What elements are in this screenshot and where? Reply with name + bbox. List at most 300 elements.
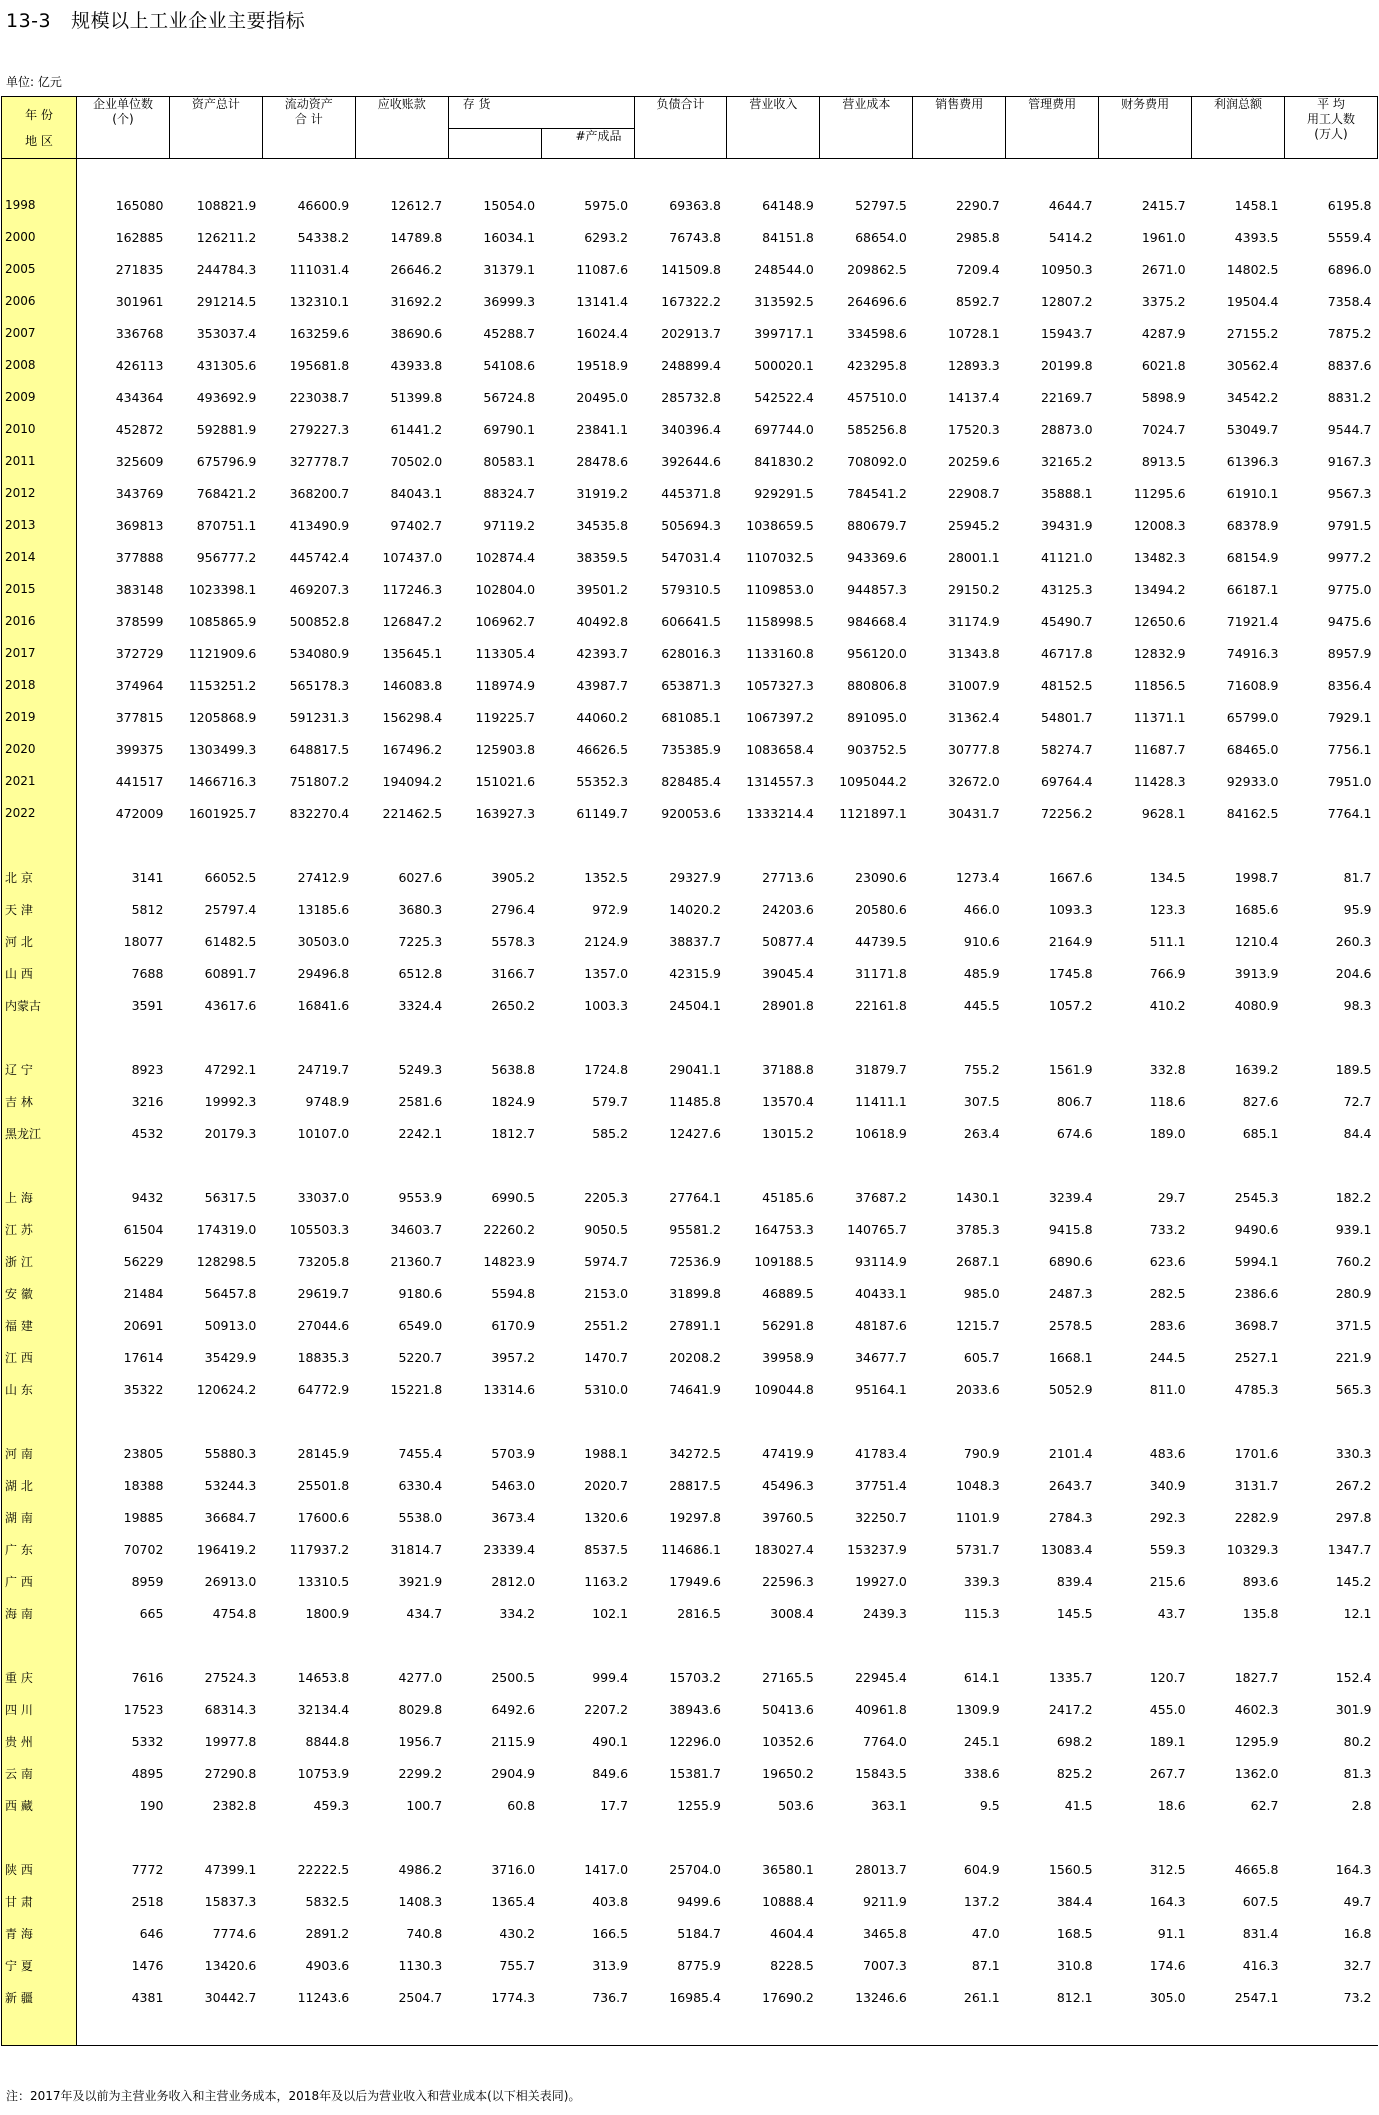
data-cell: 1048.3 (955, 1477, 1000, 1493)
empty-cell (634, 1149, 727, 1181)
data-cell: 164.3 (1335, 1861, 1372, 1877)
data-cell: 334598.6 (847, 325, 907, 341)
data-cell: 166.5 (592, 1925, 629, 1941)
data-cell: 5414.2 (1048, 229, 1093, 245)
header-col-total-profit (1192, 97, 1285, 159)
data-cell: 167496.2 (382, 741, 443, 757)
data-cell: 54108.6 (483, 357, 536, 373)
data-cell: 43987.7 (576, 677, 629, 693)
data-cell: 6512.8 (398, 965, 443, 981)
data-cell: 972.9 (592, 901, 629, 917)
data-cell: 26913.0 (204, 1573, 257, 1589)
data-cell: 1153251.2 (188, 677, 257, 693)
data-cell: 12008.3 (1133, 517, 1186, 533)
data-cell: 279227.3 (289, 421, 350, 437)
data-cell: 30442.7 (204, 1989, 257, 2005)
data-cell: 2551.2 (584, 1317, 629, 1333)
empty-cell (1192, 1821, 1285, 1853)
empty-cell (913, 1405, 1006, 1437)
header-label: 平 均 (1317, 97, 1345, 111)
data-cell: 579.7 (592, 1093, 629, 1109)
region-row (2, 893, 1378, 925)
data-cell: 16034.1 (483, 229, 536, 245)
data-cell: 22222.5 (297, 1861, 350, 1877)
data-cell: 74916.3 (1226, 645, 1279, 661)
data-cell: 30503.0 (297, 933, 350, 949)
header-stub-year: 年 份 (25, 107, 53, 122)
data-cell: 267.2 (1335, 1477, 1372, 1493)
data-cell: 4080.9 (1234, 997, 1279, 1013)
data-cell: 5052.9 (1048, 1381, 1093, 1397)
empty-cell (727, 1405, 820, 1437)
data-cell: 13141.4 (576, 293, 629, 309)
data-cell: 2650.2 (491, 997, 536, 1013)
data-cell: 811.0 (1149, 1381, 1186, 1397)
empty-cell (77, 829, 170, 861)
data-cell: 740.8 (406, 1925, 443, 1941)
data-cell: 1303499.3 (188, 741, 257, 757)
empty-cell (448, 1629, 541, 1661)
header-label: #产成品 (575, 129, 622, 143)
data-cell: 368200.7 (289, 485, 350, 501)
data-cell: 25945.2 (948, 517, 1000, 533)
data-cell: 812.1 (1056, 1989, 1093, 2005)
year-row (2, 317, 1378, 349)
data-cell: 98.3 (1343, 997, 1372, 1013)
data-cell: 42393.7 (576, 645, 629, 661)
data-cell: 68378.9 (1226, 517, 1279, 533)
row-label: 广 西 (2, 1565, 77, 1597)
data-cell: 910.6 (963, 933, 1000, 949)
data-cell: 3913.9 (1234, 965, 1279, 981)
data-cell: 135.8 (1242, 1605, 1279, 1621)
empty-cell (634, 2013, 727, 2046)
empty-cell (913, 159, 1006, 190)
data-cell: 28013.7 (855, 1861, 907, 1877)
data-cell: 755.2 (963, 1061, 1000, 1077)
data-cell: 40433.1 (855, 1285, 907, 1301)
data-cell: 27764.1 (669, 1189, 721, 1205)
data-cell: 534080.9 (289, 645, 350, 661)
region-row (2, 1245, 1378, 1277)
data-cell: 426113 (115, 357, 164, 373)
data-cell: 68465.0 (1226, 741, 1279, 757)
data-cell: 332.8 (1149, 1061, 1186, 1077)
data-cell: 29327.9 (669, 869, 721, 885)
header-label: 负债合计 (656, 97, 705, 111)
data-cell: 5184.7 (677, 1925, 721, 1941)
data-cell: 27155.2 (1226, 325, 1279, 341)
data-cell: 17520.3 (948, 421, 1000, 437)
data-cell: 880679.7 (847, 517, 907, 533)
data-cell: 956120.0 (847, 645, 907, 661)
data-cell: 8592.7 (955, 293, 1000, 309)
data-cell: 735385.9 (661, 741, 721, 757)
data-cell: 374964 (115, 677, 164, 693)
data-cell: 943369.6 (847, 549, 907, 565)
data-cell: 2504.7 (398, 1989, 443, 2005)
data-cell: 1295.9 (1234, 1733, 1279, 1749)
data-cell: 7688 (131, 965, 164, 981)
data-cell: 32.7 (1343, 1957, 1372, 1973)
data-cell: 20495.0 (576, 389, 629, 405)
data-cell: 69790.1 (483, 421, 536, 437)
data-cell: 65799.0 (1226, 709, 1279, 725)
data-cell: 827.6 (1242, 1093, 1279, 1109)
data-cell: 12893.3 (948, 357, 1000, 373)
data-cell: 16.8 (1343, 1925, 1372, 1941)
data-cell: 3465.8 (863, 1925, 907, 1941)
data-cell: 72256.2 (1040, 805, 1093, 821)
data-cell: 20580.6 (855, 901, 907, 917)
data-cell: 38690.6 (390, 325, 443, 341)
row-label: 2015 (2, 573, 77, 605)
data-cell: 56291.8 (762, 1317, 814, 1333)
region-row (2, 925, 1378, 957)
empty-cell (1192, 2013, 1285, 2046)
data-cell: 9211.9 (863, 1893, 907, 1909)
empty-cell (1192, 159, 1285, 190)
empty-cell (634, 1405, 727, 1437)
data-cell: 2207.2 (584, 1701, 629, 1717)
data-cell: 39045.4 (762, 965, 814, 981)
empty-cell (913, 2013, 1006, 2046)
data-cell: 17523 (123, 1701, 164, 1717)
region-row (2, 957, 1378, 989)
data-cell: 832270.4 (289, 805, 350, 821)
data-cell: 1988.1 (584, 1445, 629, 1461)
data-cell: 189.1 (1149, 1733, 1186, 1749)
data-cell: 27891.1 (669, 1317, 721, 1333)
row-label: 2007 (2, 317, 77, 349)
data-cell: 490.1 (592, 1733, 629, 1749)
empty-cell (541, 1629, 634, 1661)
data-cell: 1668.1 (1048, 1349, 1093, 1365)
data-cell: 828485.4 (661, 773, 721, 789)
data-cell: 825.2 (1056, 1765, 1093, 1781)
year-row (2, 509, 1378, 541)
data-cell: 168.5 (1056, 1925, 1093, 1941)
data-cell: 2282.9 (1234, 1509, 1279, 1525)
data-cell: 64772.9 (297, 1381, 350, 1397)
data-cell: 903752.5 (847, 741, 907, 757)
row-label: 2022 (2, 797, 77, 829)
data-cell: 45185.6 (762, 1189, 814, 1205)
data-cell: 41783.4 (855, 1445, 907, 1461)
data-cell: 733.2 (1149, 1221, 1186, 1237)
spacer-row (2, 829, 1378, 861)
data-cell: 23090.6 (855, 869, 907, 885)
data-cell: 15843.5 (855, 1765, 907, 1781)
data-cell: 16841.6 (297, 997, 350, 1013)
data-cell: 125903.8 (475, 741, 536, 757)
data-cell: 1163.2 (584, 1573, 629, 1589)
spacer-row (2, 1405, 1378, 1437)
data-cell: 9050.5 (584, 1221, 629, 1237)
data-cell: 623.6 (1149, 1253, 1186, 1269)
empty-cell (1099, 829, 1192, 861)
data-cell: 430.2 (499, 1925, 536, 1941)
data-cell: 30562.4 (1226, 357, 1279, 373)
data-cell: 565.3 (1335, 1381, 1372, 1397)
data-cell: 29.7 (1157, 1189, 1186, 1205)
data-cell: 9775.0 (1327, 581, 1372, 597)
row-label: 河 南 (2, 1437, 77, 1469)
row-label: 2018 (2, 669, 77, 701)
data-cell: 27044.6 (297, 1317, 350, 1333)
year-row (2, 541, 1378, 573)
data-cell: 1093.3 (1048, 901, 1093, 917)
data-cell: 61504 (123, 1221, 164, 1237)
data-cell: 285732.8 (661, 389, 721, 405)
data-cell: 24719.7 (297, 1061, 350, 1077)
data-cell: 6896.0 (1327, 261, 1372, 277)
data-cell: 12807.2 (1040, 293, 1093, 309)
data-cell: 221.9 (1335, 1349, 1372, 1365)
data-cell: 20691 (123, 1317, 164, 1333)
data-cell: 1561.9 (1048, 1061, 1093, 1077)
data-cell: 128298.5 (196, 1253, 257, 1269)
empty-cell (448, 1405, 541, 1437)
data-cell: 384.4 (1056, 1893, 1093, 1909)
data-cell: 1701.6 (1234, 1445, 1279, 1461)
empty-cell (1192, 1149, 1285, 1181)
data-cell: 50913.0 (204, 1317, 257, 1333)
data-cell: 1107032.5 (746, 549, 814, 565)
header-col-finished-goods (541, 129, 634, 159)
data-cell: 13420.6 (204, 1957, 257, 1973)
data-cell: 1347.7 (1327, 1541, 1372, 1557)
data-cell: 8957.9 (1327, 645, 1372, 661)
data-cell: 500020.1 (754, 357, 814, 373)
data-cell: 47.0 (971, 1925, 1000, 1941)
data-cell: 260.3 (1335, 933, 1372, 949)
data-cell: 28873.0 (1040, 421, 1093, 437)
data-cell: 18388 (123, 1477, 164, 1493)
empty-cell (448, 1821, 541, 1853)
header-label: 财务费用 (1121, 97, 1170, 111)
data-cell: 2153.0 (584, 1285, 629, 1301)
header-col-inventory (448, 97, 634, 129)
region-row (2, 1917, 1378, 1949)
header-col-enterprises (77, 97, 170, 159)
data-cell: 14653.8 (297, 1669, 350, 1685)
header-col-inventory-blank (448, 129, 541, 159)
data-cell: 95164.1 (855, 1381, 907, 1397)
data-cell: 271835 (115, 261, 164, 277)
header-col-admin-expense (1006, 97, 1099, 159)
data-cell: 20208.2 (669, 1349, 721, 1365)
data-cell: 34272.5 (669, 1445, 721, 1461)
empty-cell (169, 829, 262, 861)
region-row (2, 1597, 1378, 1629)
data-cell: 61396.3 (1226, 453, 1279, 469)
data-cell: 13310.5 (297, 1573, 350, 1589)
empty-cell (1284, 2013, 1377, 2046)
data-cell: 209862.5 (847, 261, 907, 277)
region-row (2, 1085, 1378, 1117)
row-label: 四 川 (2, 1693, 77, 1725)
empty-cell (1284, 1821, 1377, 1853)
data-cell: 202913.7 (661, 325, 721, 341)
data-cell: 47292.1 (204, 1061, 257, 1077)
data-cell: 434364 (115, 389, 164, 405)
data-cell: 6021.8 (1141, 357, 1186, 373)
year-row (2, 701, 1378, 733)
spacer-row (2, 1149, 1378, 1181)
row-label: 黑龙江 (2, 1117, 77, 1149)
data-cell: 7756.1 (1327, 741, 1372, 757)
data-cell: 607.5 (1242, 1893, 1279, 1909)
data-cell: 685.1 (1242, 1125, 1279, 1141)
data-cell: 152.4 (1335, 1669, 1372, 1685)
data-cell: 674.6 (1056, 1125, 1093, 1141)
data-cell: 61441.2 (390, 421, 443, 437)
data-cell: 102874.4 (475, 549, 536, 565)
data-cell: 1333214.4 (746, 805, 814, 821)
data-cell: 1067397.2 (746, 709, 814, 725)
data-cell: 457510.0 (847, 389, 907, 405)
region-row (2, 1373, 1378, 1405)
data-cell: 263.4 (963, 1125, 1000, 1141)
data-cell: 1956.7 (398, 1733, 443, 1749)
data-cell: 585256.8 (847, 421, 907, 437)
data-cell: 585.2 (592, 1125, 629, 1141)
data-cell: 5974.7 (584, 1253, 629, 1269)
data-cell: 403.8 (592, 1893, 629, 1909)
data-cell: 1685.6 (1234, 901, 1279, 917)
data-cell: 31379.1 (483, 261, 536, 277)
empty-cell (262, 1149, 355, 1181)
data-cell: 10753.9 (297, 1765, 350, 1781)
empty-cell (262, 829, 355, 861)
data-cell: 10618.9 (855, 1125, 907, 1141)
data-cell: 24504.1 (669, 997, 721, 1013)
year-row (2, 445, 1378, 477)
data-cell: 33037.0 (297, 1189, 350, 1205)
data-cell: 52797.5 (855, 197, 907, 213)
data-cell: 3141 (131, 869, 164, 885)
empty-cell (727, 1629, 820, 1661)
data-cell: 1417.0 (584, 1861, 629, 1877)
data-cell: 245.1 (963, 1733, 1000, 1749)
data-cell: 282.5 (1149, 1285, 1186, 1301)
empty-cell (77, 1629, 170, 1661)
header-label: 流动资产 (284, 97, 333, 111)
data-cell: 591231.3 (289, 709, 350, 725)
data-cell: 399717.1 (754, 325, 814, 341)
data-cell: 5731.7 (955, 1541, 1000, 1557)
data-cell: 123.3 (1149, 901, 1186, 917)
empty-cell (1006, 1021, 1099, 1053)
data-cell: 21360.7 (390, 1253, 443, 1269)
empty-cell (1192, 1405, 1285, 1437)
data-cell: 223038.7 (289, 389, 350, 405)
row-label: 甘 肃 (2, 1885, 77, 1917)
data-cell: 307.5 (963, 1093, 1000, 1109)
year-row (2, 765, 1378, 797)
row-label: 福 建 (2, 1309, 77, 1341)
data-cell: 698.2 (1056, 1733, 1093, 1749)
data-cell: 19650.2 (762, 1765, 814, 1781)
empty-cell (820, 2013, 913, 2046)
data-cell: 452872 (115, 421, 164, 437)
data-cell: 146083.8 (382, 677, 443, 693)
footnote: 注：2017年及以前为主营业务收入和主营业务成本，2018年及以后为营业收入和营业成本(以下相关表同)。 (6, 2089, 581, 2103)
spacer-row (2, 1021, 1378, 1053)
data-cell: 44060.2 (576, 709, 629, 725)
header-label: (万人) (1314, 127, 1348, 141)
region-row (2, 1213, 1378, 1245)
data-cell: 35888.1 (1040, 485, 1093, 501)
data-cell: 4785.3 (1234, 1381, 1279, 1397)
data-cell: 784541.2 (847, 485, 907, 501)
data-cell: 4895 (131, 1765, 164, 1781)
data-cell: 84162.5 (1226, 805, 1279, 821)
data-cell: 1466716.3 (188, 773, 257, 789)
empty-cell (541, 2013, 634, 2046)
data-cell: 23841.1 (576, 421, 629, 437)
year-row (2, 797, 1378, 829)
data-cell: 196419.2 (196, 1541, 257, 1557)
data-cell: 8923 (131, 1061, 164, 1077)
spacer-row (2, 159, 1378, 190)
data-cell: 340.9 (1149, 1477, 1186, 1493)
data-cell: 1961.0 (1141, 229, 1186, 245)
data-cell: 1774.3 (491, 1989, 536, 2005)
data-cell: 221462.5 (382, 805, 443, 821)
data-cell: 7225.3 (398, 933, 443, 949)
data-cell: 6195.8 (1327, 197, 1372, 213)
data-cell: 11411.1 (855, 1093, 907, 1109)
data-cell: 31814.7 (390, 1541, 443, 1557)
year-row (2, 285, 1378, 317)
data-cell: 2290.7 (955, 197, 1000, 213)
data-cell: 305.0 (1149, 1989, 1186, 2005)
data-cell: 9567.3 (1327, 485, 1372, 501)
row-label: 2014 (2, 541, 77, 573)
data-cell: 5463.0 (491, 1477, 536, 1493)
row-label: 2009 (2, 381, 77, 413)
empty-cell (1284, 829, 1377, 861)
data-cell: 2020.7 (584, 1477, 629, 1493)
data-table (1, 96, 1378, 2046)
data-cell: 108821.9 (196, 197, 257, 213)
data-cell: 36580.1 (762, 1861, 814, 1877)
data-cell: 6549.0 (398, 1317, 443, 1333)
data-cell: 190 (139, 1797, 164, 1813)
data-cell: 93114.9 (855, 1253, 907, 1269)
data-cell: 19885 (123, 1509, 164, 1525)
data-cell: 5994.1 (1234, 1253, 1279, 1269)
data-cell: 117246.3 (382, 581, 443, 597)
header-col-receivables (355, 97, 448, 159)
data-cell: 43125.3 (1040, 581, 1093, 597)
data-cell: 4903.6 (305, 1957, 350, 1973)
region-row (2, 1885, 1378, 1917)
data-cell: 12427.6 (669, 1125, 721, 1141)
header-col-total-assets (169, 97, 262, 159)
empty-cell (1099, 1021, 1192, 1053)
data-cell: 15381.7 (669, 1765, 721, 1781)
region-row (2, 1437, 1378, 1469)
header-label: 营业收入 (749, 97, 798, 111)
data-cell: 66052.5 (204, 869, 257, 885)
data-cell: 1255.9 (677, 1797, 721, 1813)
data-cell: 665 (139, 1605, 164, 1621)
data-cell: 195681.8 (289, 357, 350, 373)
data-cell: 68314.3 (204, 1701, 257, 1717)
